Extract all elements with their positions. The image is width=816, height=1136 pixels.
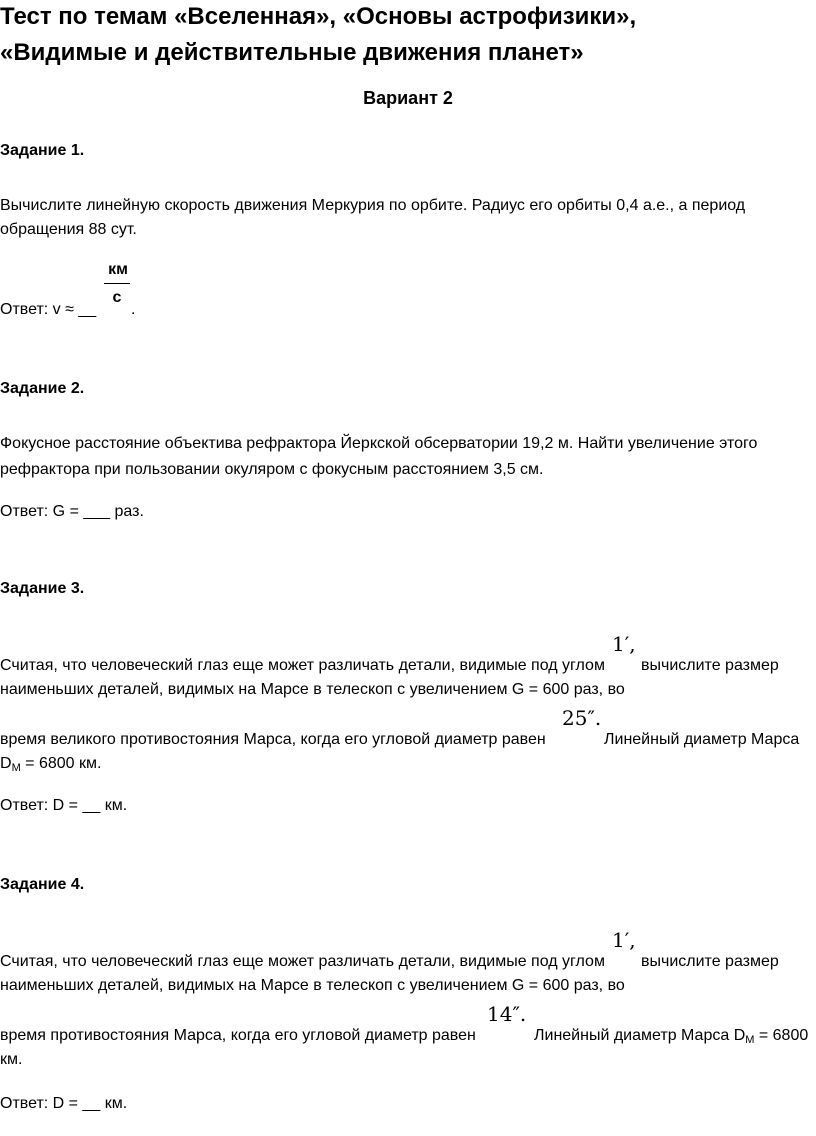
- task-4-line-1-start: Считая, что человеческий глаз еще может различать детали, видимые под углом: [0, 953, 605, 970]
- task-3-answer: Ответ: D = __ км.: [0, 797, 128, 814]
- task-3-line-3-end: Линейный диаметр Марса: [604, 731, 800, 748]
- task-4-answer: Ответ: D = __ км.: [0, 1095, 128, 1112]
- task-1-text-line-2: обращения 88 сут.: [0, 221, 137, 238]
- task-4-diameter-subscript: М: [745, 1034, 755, 1046]
- task-3-diameter-amount: = 6800 км.: [20, 755, 102, 772]
- task-3-line-3-start: время великого противостояния Марса, когда его угловой диаметр равен: [0, 731, 546, 748]
- task-1-fraction-bar: [104, 283, 130, 284]
- task-2-heading: Задание 2.: [0, 380, 85, 397]
- task-4-angle-value: 1′,: [612, 928, 636, 952]
- task-4-diameter-value: 14″.: [487, 1002, 527, 1026]
- task-1-answer-prefix: Ответ: v ≈ __: [0, 301, 97, 318]
- task-1-unit-denominator: с: [112, 289, 122, 306]
- task-3-line-1-start: Считая, что человеческий глаз еще может различать детали, видимые под углом: [0, 657, 605, 674]
- task-2-text-line-1: Фокусное расстояние объектива рефрактора Йеркской обсерватории 19,2 м. Найти увеличение этого: [0, 435, 758, 452]
- task-4-diameter-label: Линейный диаметр Марса D: [534, 1027, 746, 1044]
- task-1-heading: Задание 1.: [0, 142, 85, 159]
- document-title-line-2: «Видимые и действительные движения планет»: [0, 39, 584, 66]
- task-4-line-3-start: время противостояния Марса, когда его угловой диаметр равен: [0, 1027, 476, 1044]
- task-4-diameter-amount: = 6800: [754, 1027, 809, 1044]
- task-3-angle-value: 1′,: [612, 632, 636, 656]
- task-1-answer-suffix: .: [131, 301, 136, 318]
- task-3-diameter-symbol: D: [0, 755, 12, 772]
- task-3-diameter-value: 25″.: [562, 706, 602, 730]
- task-2-text-line-2: рефрактора при пользовании окуляром с фокусным расстоянием 3,5 см.: [0, 461, 544, 478]
- task-3-heading: Задание 3.: [0, 580, 85, 597]
- task-2-answer: Ответ: G = ___ раз.: [0, 503, 144, 520]
- task-1-text-line-1: Вычислите линейную скорость движения Меркурия по орбите. Радиус его орбиты 0,4 а.е., а период: [0, 197, 746, 214]
- task-4-line-2: наименьших деталей, видимых на Марсе в телескоп с увеличением G = 600 раз, во: [0, 977, 625, 994]
- task-3-diameter-subscript: М: [11, 762, 21, 774]
- variant-heading: Вариант 2: [363, 88, 453, 108]
- task-4-line-3-end: [534, 1024, 808, 1052]
- document-title-line-1: Тест по темам «Вселенная», «Основы астрофизики»,: [0, 3, 637, 30]
- task-3-line-2: наименьших деталей, видимых на Марсе в телескоп с увеличением G = 600 раз, во: [0, 681, 625, 698]
- task-4-line-4: км.: [0, 1051, 23, 1068]
- task-1-unit-numerator: км: [108, 261, 128, 278]
- task-4-line-1-end: вычислите размер: [641, 953, 779, 970]
- task-3-line-1-end: вычислите размер: [641, 657, 779, 674]
- task-3-line-4: [0, 752, 101, 780]
- task-4-heading: Задание 4.: [0, 876, 85, 893]
